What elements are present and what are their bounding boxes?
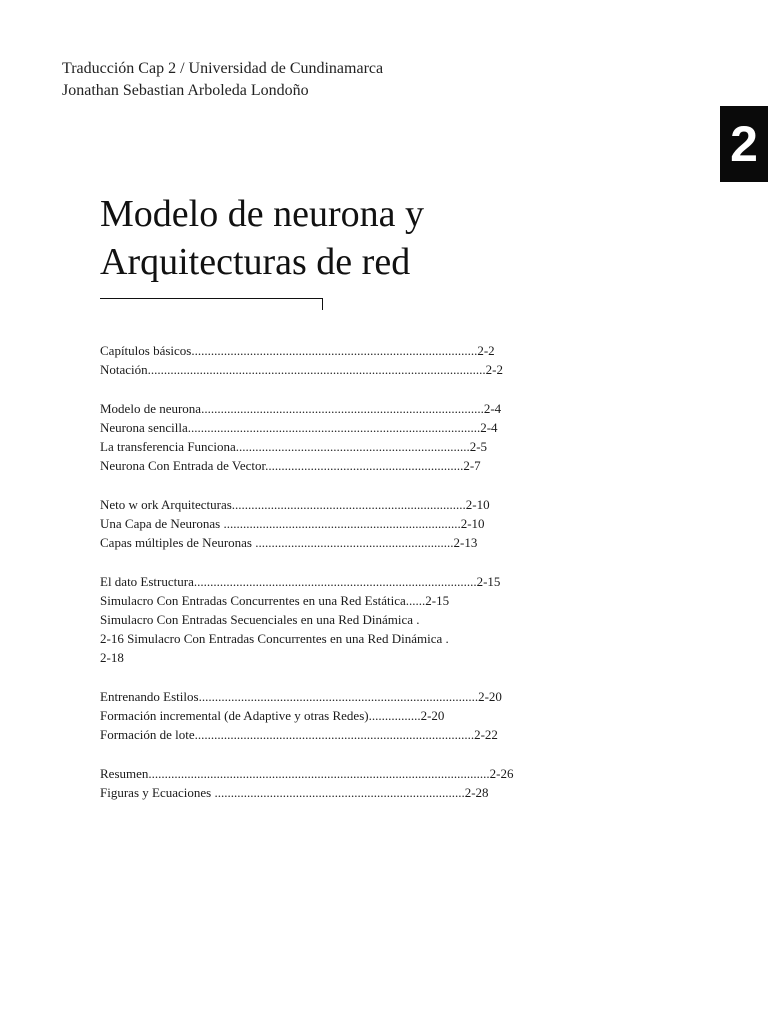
chapter-title-line-1: Modelo de neurona y [100, 193, 424, 235]
title-underline-rule [100, 298, 323, 310]
chapter-title [100, 190, 424, 286]
toc-entry: Modelo de neurona.......................................................................................2-4 [100, 401, 502, 416]
toc-entry: Neurona Con Entrada de Vector.............................................................2-7 [100, 458, 481, 473]
toc-entry: 2-16 Simulacro Con Entradas Concurrentes en una Red Dinámica . [100, 631, 449, 646]
toc-entry: Entrenando Estilos......................................................................................2-20 [100, 689, 502, 704]
toc-entry: Figuras y Ecuaciones .............................................................................2-28 [100, 785, 489, 800]
toc-entry: Capas múltiples de Neuronas .............................................................2-13 [100, 535, 478, 550]
chapter-title-line-2: Arquitecturas de red [100, 241, 411, 283]
toc-group [100, 341, 540, 379]
header-author-line: Jonathan Sebastian Arboleda Londoño [62, 82, 309, 99]
toc-entry: Simulacro Con Entradas Secuenciales en una Red Dinámica . [100, 612, 420, 627]
toc-group [100, 572, 540, 667]
toc-group [100, 399, 540, 475]
chapter-number-tab: 2 [720, 106, 768, 182]
toc-entry: Una Capa de Neuronas .........................................................................2-10 [100, 516, 485, 531]
toc-entry: El dato Estructura.......................................................................................2-15 [100, 574, 501, 589]
toc-entry: Simulacro Con Entradas Concurrentes en una Red Estática......2-15 [100, 593, 450, 608]
toc-entry: Formación incremental (de Adaptive y otras Redes)................2-20 [100, 708, 445, 723]
document-header [62, 58, 383, 102]
toc-group [100, 495, 540, 552]
toc-entry: Capítulos básicos........................................................................................2-2 [100, 343, 495, 358]
table-of-contents [100, 341, 540, 822]
toc-entry: Resumen.........................................................................................................2-26 [100, 766, 514, 781]
toc-entry: Notación........................................................................................................2-2 [100, 362, 503, 377]
header-translation-line: Traducción Cap 2 / Universidad de Cundinamarca [62, 60, 384, 77]
toc-group [100, 764, 540, 802]
toc-group [100, 687, 540, 744]
toc-entry: 2-18 [100, 650, 124, 665]
toc-entry: Neurona sencilla..........................................................................................2-4 [100, 420, 498, 435]
toc-entry: Neto w ork Arquitecturas........................................................................2-10 [100, 497, 490, 512]
toc-entry: Formación de lote......................................................................................2-22 [100, 727, 498, 742]
toc-entry: La transferencia Funciona........................................................................2-5 [100, 439, 488, 454]
